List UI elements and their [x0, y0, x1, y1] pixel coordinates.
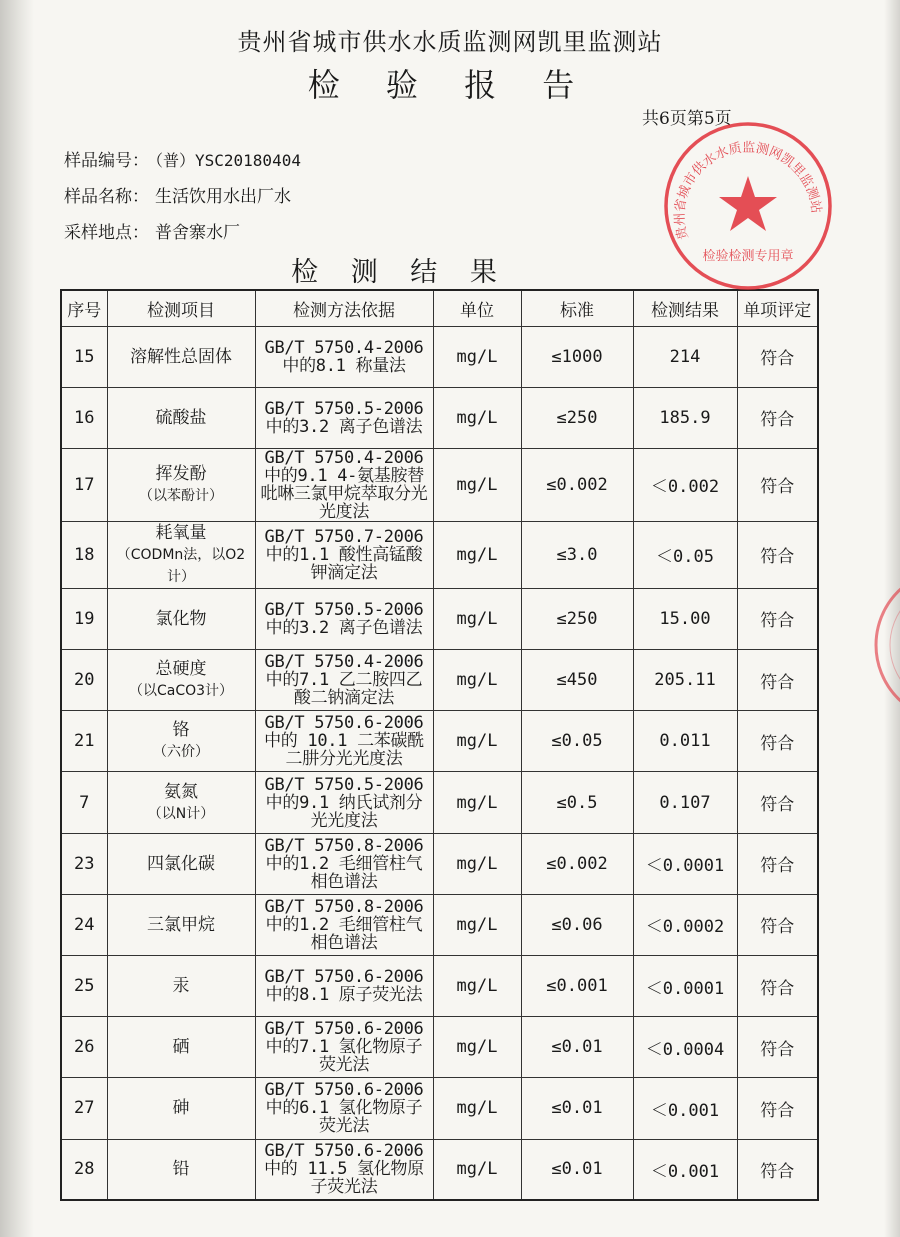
cell-no: 27 [61, 1078, 107, 1139]
cell-method: GB/T 5750.5-2006中的9.1 纳氏试剂分光光度法 [255, 772, 433, 833]
cell-no: 28 [61, 1139, 107, 1200]
seal-star-icon [719, 176, 777, 231]
cell-method: GB/T 5750.8-2006中的1.2 毛细管柱气相色谱法 [255, 894, 433, 955]
official-seal [660, 118, 836, 294]
cell-verdict: 符合 [737, 650, 818, 711]
cell-standard: ≤0.002 [521, 833, 633, 894]
item-name: 氨氮 [164, 781, 198, 802]
page-info: 共6页第5页 [642, 109, 732, 129]
item-name: 汞 [172, 976, 190, 997]
item-name: 溶解性总固体 [130, 346, 232, 367]
cell-unit: mg/L [433, 650, 521, 711]
cell-result: ＜0.001 [633, 1139, 737, 1200]
organization-name: 贵州省城市供水水质监测网凯里监测站 [237, 28, 663, 56]
cell-no: 24 [61, 894, 107, 955]
cell-verdict: 符合 [737, 1017, 818, 1078]
cell-no: 7 [61, 772, 107, 833]
item-note: （六价） [153, 744, 209, 761]
cell-item [107, 833, 255, 894]
sample-number-value: （普）YSC20180404 [155, 151, 301, 170]
cell-no: 21 [61, 711, 107, 772]
item-name: 挥发酚 [155, 463, 207, 484]
header-unit: 单位 [433, 290, 521, 326]
seal-bottom-text: 检验检测专用章 [702, 249, 794, 264]
cell-standard: ≤0.05 [521, 711, 633, 772]
table-row [61, 1078, 818, 1139]
table-row [61, 326, 818, 387]
cell-no: 15 [61, 326, 107, 387]
table-row [61, 1017, 818, 1078]
cell-standard: ≤250 [521, 588, 633, 649]
item-name: 三氯甲烷 [147, 914, 215, 935]
cell-item [107, 894, 255, 955]
cell-method: GB/T 5750.6-2006中的 10.1 二苯碳酰二肼分光光度法 [255, 711, 433, 772]
cell-verdict: 符合 [737, 326, 818, 387]
cell-unit: mg/L [433, 772, 521, 833]
cell-verdict: 符合 [737, 1078, 818, 1139]
header-standard: 标准 [521, 290, 633, 326]
cell-method: GB/T 5750.5-2006中的3.2 离子色谱法 [255, 588, 433, 649]
cell-item [107, 1139, 255, 1200]
item-name: 四氯化碳 [147, 853, 215, 874]
cell-no: 16 [61, 387, 107, 448]
item-name: 总硬度 [155, 659, 207, 680]
sample-number-label: 样品编号： [64, 151, 149, 171]
header-verdict: 单项评定 [737, 290, 818, 326]
cell-no: 26 [61, 1017, 107, 1078]
cell-no: 19 [61, 588, 107, 649]
item-note: （以苯酚计） [139, 487, 223, 504]
header-item: 检测项目 [107, 290, 255, 326]
cell-unit: mg/L [433, 387, 521, 448]
cell-result: ＜0.0004 [633, 1017, 737, 1078]
scan-shadow-left [0, 0, 34, 1237]
cell-standard: ≤0.001 [521, 956, 633, 1017]
table-row [61, 833, 818, 894]
cell-unit: mg/L [433, 521, 521, 588]
table-row [61, 588, 818, 649]
item-note: （CODMn法，以O2计） [116, 546, 246, 585]
table-row [61, 387, 818, 448]
cell-standard: ≤0.01 [521, 1139, 633, 1200]
table-row [61, 956, 818, 1017]
item-name: 硫酸盐 [155, 407, 207, 428]
cell-result: ＜0.0001 [633, 956, 737, 1017]
cell-method: GB/T 5750.8-2006中的1.2 毛细管柱气相色谱法 [255, 833, 433, 894]
cell-result: ＜0.001 [633, 1078, 737, 1139]
section-title: 检 测 结 果 [291, 257, 509, 288]
table-row [61, 1139, 818, 1200]
item-note: （以CaCO3计） [128, 683, 234, 700]
sample-name-label: 样品名称： [64, 187, 149, 207]
cell-verdict: 符合 [737, 588, 818, 649]
sample-location-line [64, 218, 240, 243]
cell-item [107, 1017, 255, 1078]
cell-standard: ≤0.01 [521, 1017, 633, 1078]
cell-method: GB/T 5750.6-2006中的 11.5 氢化物原子荧光法 [255, 1139, 433, 1200]
header-result: 检测结果 [633, 290, 737, 326]
cell-unit: mg/L [433, 1017, 521, 1078]
cell-method: GB/T 5750.6-2006中的8.1 原子荧光法 [255, 956, 433, 1017]
item-name: 氯化物 [155, 608, 207, 629]
cell-verdict: 符合 [737, 387, 818, 448]
cell-standard: ≤0.01 [521, 1078, 633, 1139]
cell-standard: ≤0.06 [521, 894, 633, 955]
cell-result: ＜0.05 [633, 521, 737, 588]
cell-verdict: 符合 [737, 894, 818, 955]
header-method: 检测方法依据 [255, 290, 433, 326]
results-table [60, 289, 819, 1201]
cell-result: 214 [633, 326, 737, 387]
table-row [61, 711, 818, 772]
cell-verdict: 符合 [737, 448, 818, 521]
sample-name-line [64, 182, 291, 207]
cell-standard: ≤0.5 [521, 772, 633, 833]
sample-name-value: 生活饮用水出厂水 [155, 187, 291, 207]
sample-location-value: 普舍寨水厂 [155, 223, 240, 243]
cell-unit: mg/L [433, 1078, 521, 1139]
cell-method: GB/T 5750.4-2006中的9.1 4-氨基胺替吡啉三氯甲烷萃取分光光度法 [255, 448, 433, 521]
report-title: 检 验 报 告 [307, 66, 593, 104]
item-name: 铅 [172, 1159, 190, 1180]
cell-verdict: 符合 [737, 521, 818, 588]
cell-unit: mg/L [433, 1139, 521, 1200]
cell-verdict: 符合 [737, 772, 818, 833]
cell-verdict: 符合 [737, 711, 818, 772]
seal-ring-text: 贵州省城市供水水质监测网凯里监测站 [672, 140, 824, 242]
cell-standard: ≤450 [521, 650, 633, 711]
cell-verdict: 符合 [737, 956, 818, 1017]
cell-no: 18 [61, 521, 107, 588]
cell-method: GB/T 5750.6-2006中的7.1 氢化物原子荧光法 [255, 1017, 433, 1078]
item-name: 铬 [172, 720, 190, 741]
cell-item [107, 326, 255, 387]
cell-no: 20 [61, 650, 107, 711]
cell-result: 15.00 [633, 588, 737, 649]
cell-result: ＜0.0001 [633, 833, 737, 894]
cell-item [107, 650, 255, 711]
cell-standard: ≤0.002 [521, 448, 633, 521]
cell-item [107, 588, 255, 649]
cell-unit: mg/L [433, 894, 521, 955]
item-name: 硒 [172, 1037, 190, 1058]
item-note: （以N计） [147, 805, 215, 822]
cell-unit: mg/L [433, 588, 521, 649]
table-row [61, 894, 818, 955]
header-no: 序号 [61, 290, 107, 326]
item-name: 耗氧量 [155, 522, 207, 543]
cell-item [107, 387, 255, 448]
cell-method: GB/T 5750.5-2006中的3.2 离子色谱法 [255, 387, 433, 448]
cell-item [107, 956, 255, 1017]
cell-result: 0.107 [633, 772, 737, 833]
cell-item [107, 1078, 255, 1139]
cell-method: GB/T 5750.4-2006中的7.1 乙二胺四乙酸二钠滴定法 [255, 650, 433, 711]
table-row [61, 521, 818, 588]
cell-method: GB/T 5750.7-2006中的1.1 酸性高锰酸钾滴定法 [255, 521, 433, 588]
sample-number-line [64, 146, 301, 171]
cell-unit: mg/L [433, 956, 521, 1017]
cell-method: GB/T 5750.4-2006中的8.1 称量法 [255, 326, 433, 387]
cell-standard: ≤1000 [521, 326, 633, 387]
cell-result: 0.011 [633, 711, 737, 772]
cell-no: 17 [61, 448, 107, 521]
cell-result: ＜0.0002 [633, 894, 737, 955]
cell-verdict: 符合 [737, 1139, 818, 1200]
table-row [61, 448, 818, 521]
cell-verdict: 符合 [737, 833, 818, 894]
cell-standard: ≤250 [521, 387, 633, 448]
partial-seal-edge [866, 560, 900, 730]
sample-location-label: 采样地点： [64, 223, 149, 243]
cell-no: 25 [61, 956, 107, 1017]
cell-item [107, 448, 255, 521]
cell-item [107, 772, 255, 833]
table-header-row [61, 290, 818, 326]
table-row [61, 772, 818, 833]
cell-unit: mg/L [433, 326, 521, 387]
cell-unit: mg/L [433, 711, 521, 772]
cell-item [107, 711, 255, 772]
cell-no: 23 [61, 833, 107, 894]
item-name: 砷 [172, 1098, 190, 1119]
cell-result: 185.9 [633, 387, 737, 448]
cell-unit: mg/L [433, 833, 521, 894]
cell-result: 205.11 [633, 650, 737, 711]
cell-standard: ≤3.0 [521, 521, 633, 588]
cell-unit: mg/L [433, 448, 521, 521]
cell-method: GB/T 5750.6-2006中的6.1 氢化物原子荧光法 [255, 1078, 433, 1139]
cell-result: ＜0.002 [633, 448, 737, 521]
cell-item [107, 521, 255, 588]
table-row [61, 650, 818, 711]
